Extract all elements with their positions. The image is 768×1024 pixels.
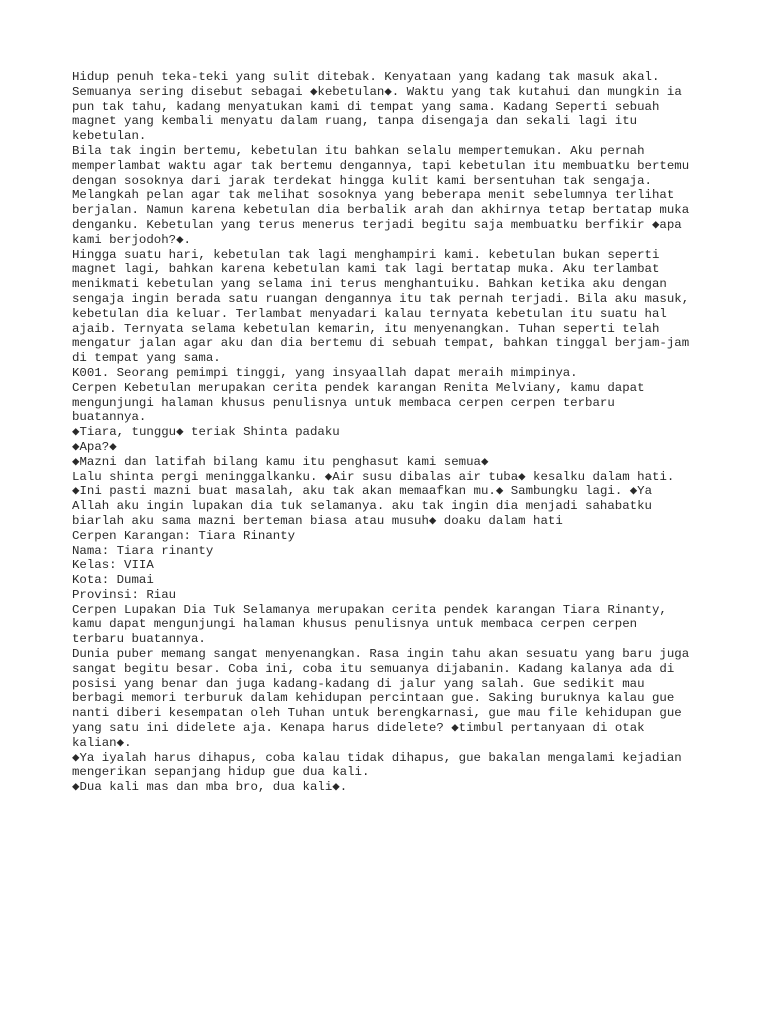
paragraph-ending: Hingga suatu hari, kebetulan tak lagi menghampiri kami. kebetulan bukan seperti magnet lagi, bahkan karena kebetulan kami tak lagi bertatap muka. Aku terlambat menikmati kebetulan yang selama ini terus menghantuiku. Bahkan ketika aku dengan sengaja ingin berada satu ruangan dengannya itu tak pernah terjadi. Bila aku masuk, kebetulan dia keluar. Terlambat menyadari kalau ternyata kebetulan itu suatu hal ajaib. Ternyata selama kebetulan kemarin, itu menyenangkan. Tuhan seperti telah mengatur jalan agar aku dan dia bertemu di sebuah tempat, bahkan tinggal berjam-jam di tempat yang sama. [72,247,690,366]
paragraph-puber: Dunia puber memang sangat menyenangkan. Rasa ingin tahu akan sesuatu yang baru juga sangat begitu besar. Coba ini, coba itu semuanya dijabanin. Kadang kalanya ada di posisi yang benar dan juga kadang-kadang di jalur yang salah. Gue sedikit mau berbagi memori terburuk dalam kehidupan percintaan gue. Saking buruknya kalau gue nanti diberi kesempatan oleh Tuhan untuk berengkarnasi, gue mau file kehidupan gue yang satu ini didelete aja. Kenapa harus didelete? ◆timbul pertanyaan di otak kalian◆. ◆Ya iyalah harus dihapus, coba kalau tidak dihapus, gue bakalan mengalami kejadian mengerikan sepanjang hidup gue dua kali. ◆Dua kali mas dan mba bro, dua kali◆. [72,647,690,795]
story-credit-kebetulan: Cerpen Kebetulan merupakan cerita pendek karangan Renita Melviany, kamu dapat mengunjungi halaman khusus penulisnya untuk membaca cerpen cerpen terbaru buatannya. [72,380,645,425]
author-info: Cerpen Karangan: Tiara Rinanty Nama: Tiara rinanty Kelas: VIIA Kota: Dumai Provinsi: Riau [72,528,296,602]
paragraph-meeting: Bila tak ingin bertemu, kebetulan itu bahkan selalu mempertemukan. Aku pernah memperlambat waktu agar tak bertemu dengannya, tapi kebetulan itu membuatku bertemu dengan sosoknya dari jarak terdekat hingga kulit kami bersentuhan tak sengaja. Melangkah pelan agar tak melihat sosoknya yang beberapa menit sebelumnya terlihat berjalan. Namun karena kebetulan dia berbalik arah dan akhirnya tetap bertatap muka denganku. Kebetulan yang terus menerus terjadi begitu saja membuatku berfikir ◆apa kami berjodoh?◆. [72,143,690,247]
story-credit-lupakan: Cerpen Lupakan Dia Tuk Selamanya merupakan cerita pendek karangan Tiara Rinanty, kamu dapat mengunjungi halaman khusus penulisnya untuk membaca cerpen cerpen terbaru buatannya. [72,602,667,647]
author-bio: K001. Seorang pemimpi tinggi, yang insyaallah dapat meraih mimpinya. [72,365,578,380]
paragraph-intro: Hidup penuh teka-teki yang sulit ditebak. Kenyataan yang kadang tak masuk akal. Semuanya sering disebut sebagai ◆kebetulan◆. Waktu yang tak kutahui dan mungkin ia pun tak tahu, kadang menyatukan kami di tempat yang sama. Kadang Seperti sebuah magnet yang kembali menyatu dalam ruang, tanpa disengaja dan sekali lagi itu kebetulan. [72,70,682,144]
paragraph-dialogue: ◆Tiara, tunggu◆ teriak Shinta padaku ◆Apa?◆ ◆Mazni dan latifah bilang kamu itu penghasut kami semua◆ Lalu shinta pergi meninggalkanku. ◆Air susu dibalas air tuba◆ kesalku dalam hati. ◆Ini pasti mazni buat masalah, aku tak akan memaafkan mu.◆ Sambungku lagi. ◆Ya Allah aku ingin lupakan dia tuk selamanya. aku tak ingin dia menjadi sahabatku biarlah aku sama mazni berteman biasa atau musuh◆ doaku dalam hati [72,425,675,528]
document-page [72,70,712,795]
